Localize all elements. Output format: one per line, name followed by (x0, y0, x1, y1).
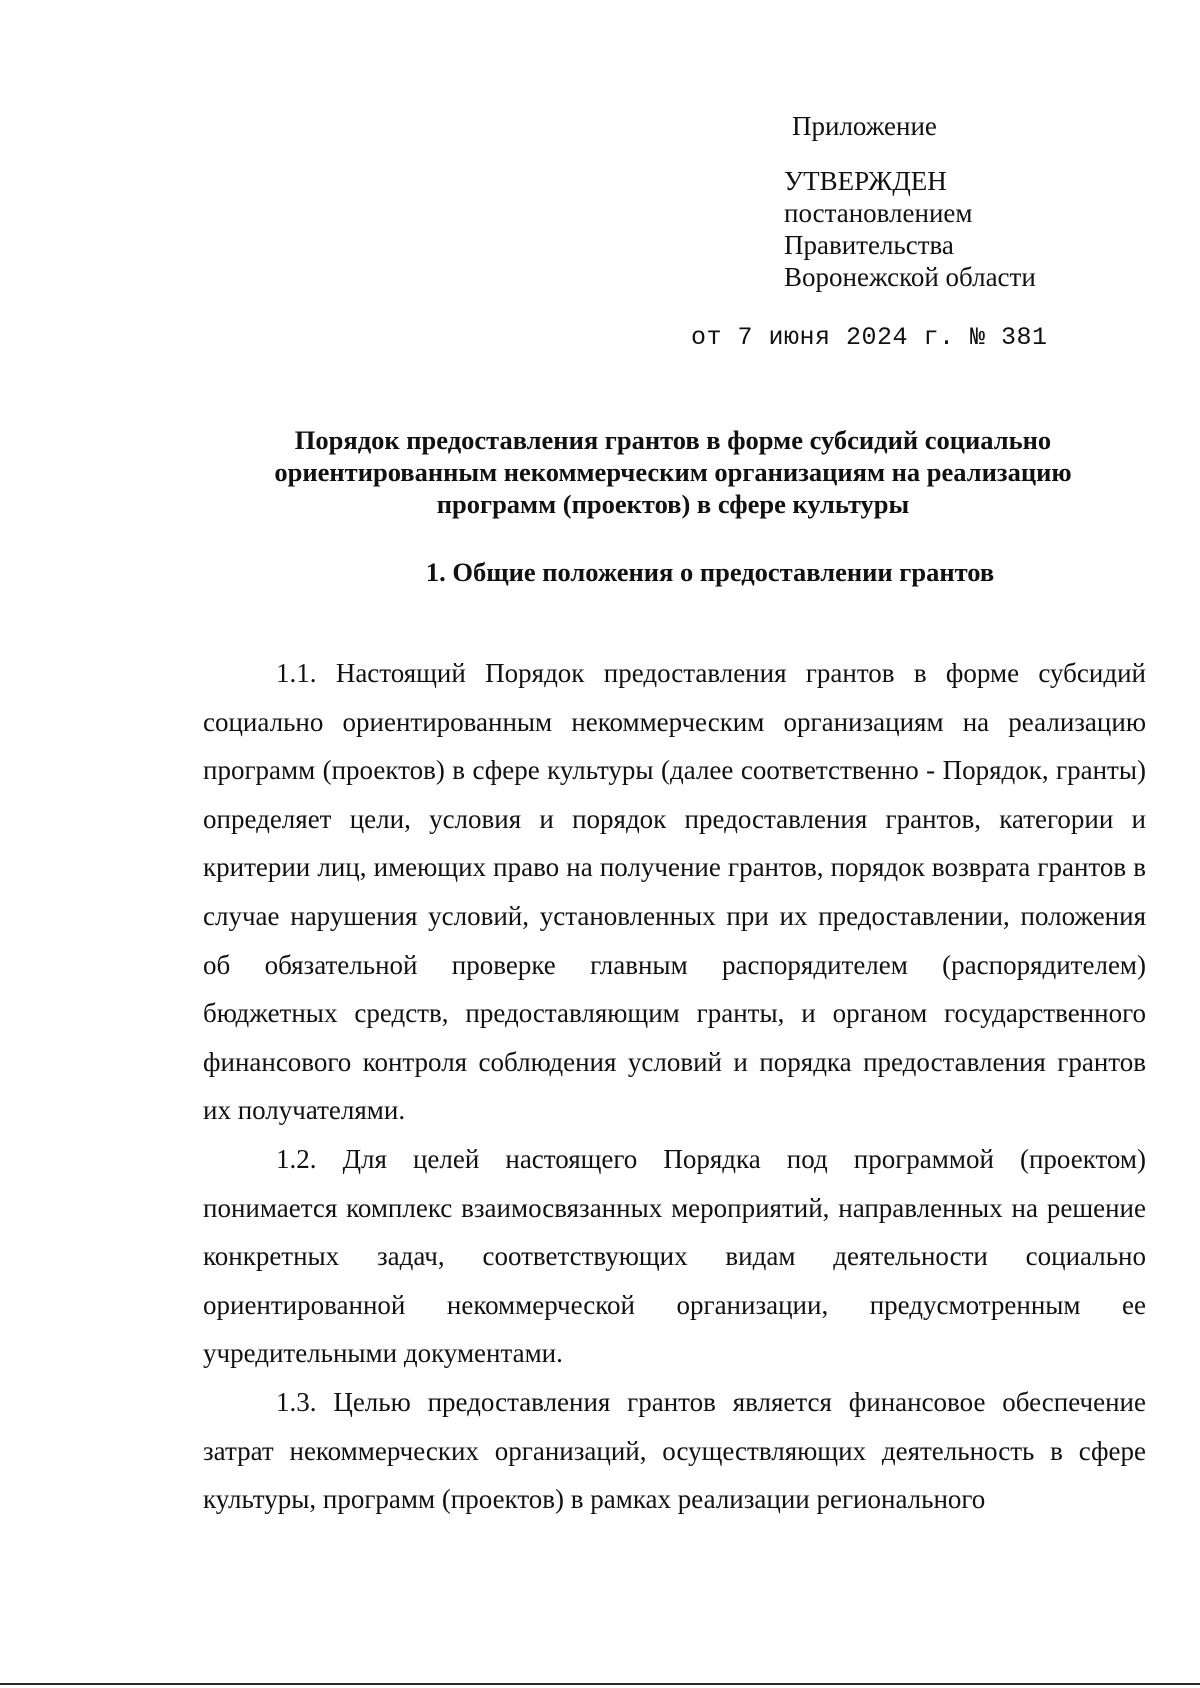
document-title-line-2: ориентированным некоммерческим организациям на реализацию (274, 457, 1072, 487)
document-title-line-1: Порядок предоставления грантов в форме субсидий социально (294, 425, 1052, 455)
approval-block (784, 110, 1036, 293)
page-bottom-rule (0, 1683, 1200, 1685)
section-heading-text: 1. Общие положения о предоставлении грантов (425, 557, 995, 587)
decree-reference: от 7 июня 2024 г. № 381 (691, 323, 1048, 352)
document-title-line-3: программ (проектов) в сфере культуры (436, 489, 910, 519)
approved-by-line-1: постановлением (784, 198, 973, 228)
paragraph-1-1: 1.1. Настоящий Порядок предоставления грантов в форме субсидий социально ориентированным некоммерческим организациям на реализацию программ (проектов) в сфере культуры (далее соответственно - Порядок, гранты) определяет цели, условия и порядок предоставления грантов, категории и критерии лиц, имеющих право на получение грантов, порядок возврата грантов в случае нарушения условий, установленных при их предоставлении, положения об обязательной проверке главным распорядителем (распорядителем) бюджетных средств, предоставляющим гранты, и органом государственного финансового контроля соблюдения условий и порядка предоставления грантов их получателями. (203, 658, 1146, 1126)
document-body (203, 649, 1146, 1524)
appendix-label: Приложение (792, 111, 937, 141)
approved-by-line-2: Правительства (784, 230, 954, 260)
paragraph-1-3: 1.3. Целью предоставления грантов является финансовое обеспечение затрат некоммерческих организаций, осуществляющих деятельность в сфере культуры, программ (проектов) в рамках реализации регионального (203, 1386, 1146, 1515)
section-heading (200, 556, 1146, 588)
paragraph-1-2: 1.2. Для целей настоящего Порядка под программой (проектом) понимается комплекс взаимосвязанных мероприятий, направленных на решение конкретных задач, соответствующих видам деятельности социально ориентированной некоммерческой организации, предусмотренным ее учредительными документами. (203, 1143, 1146, 1369)
approved-label: УТВЕРЖДЕН (784, 166, 947, 196)
approved-by-line-3: Воронежской области (784, 262, 1036, 292)
document-title (200, 424, 1146, 520)
